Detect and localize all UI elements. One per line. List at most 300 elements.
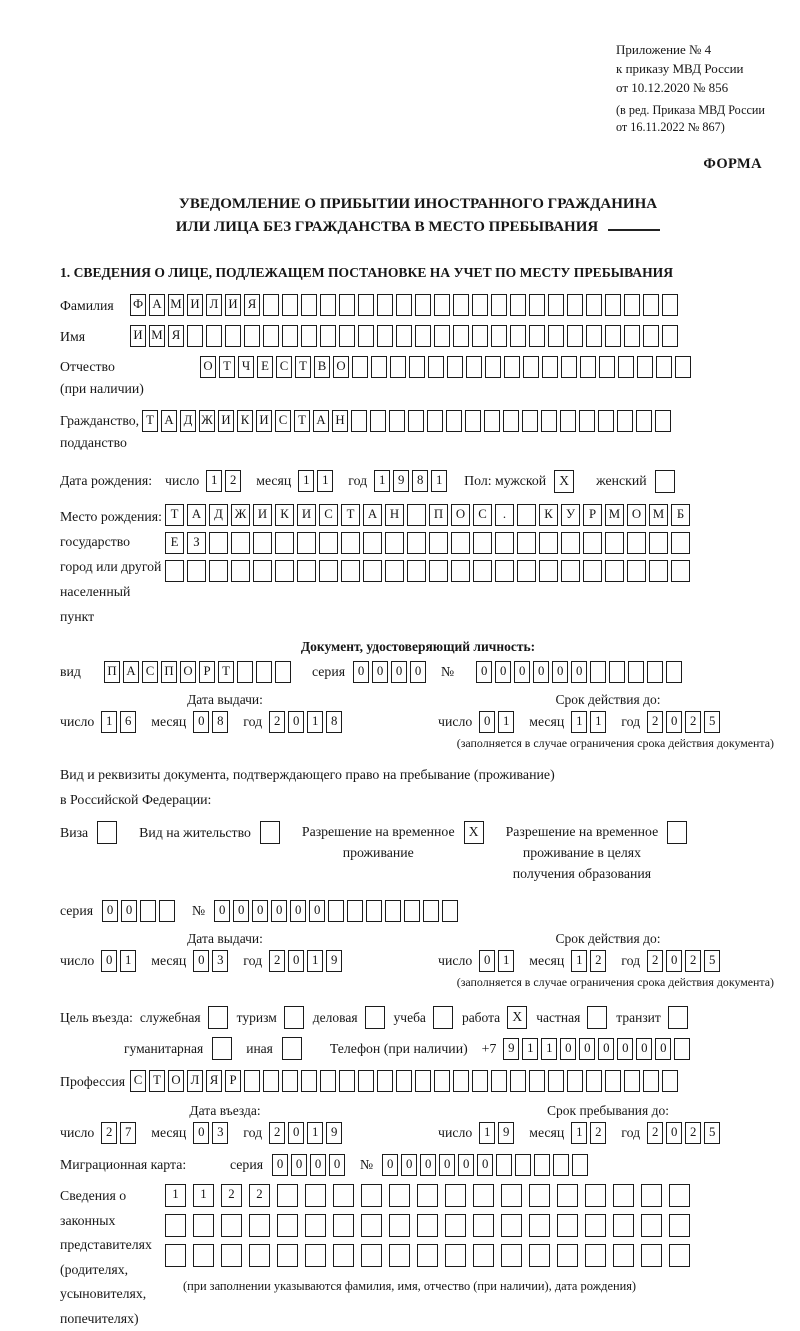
char-cell[interactable] bbox=[557, 1184, 578, 1207]
char-cell[interactable] bbox=[341, 560, 360, 582]
char-cell[interactable] bbox=[305, 1214, 326, 1237]
char-cell[interactable]: 5 bbox=[704, 950, 720, 972]
char-cell[interactable] bbox=[339, 1070, 355, 1092]
char-cell[interactable]: Д bbox=[209, 504, 228, 526]
char-cell[interactable] bbox=[328, 900, 344, 922]
char-cell[interactable]: 0 bbox=[666, 950, 682, 972]
char-cell[interactable]: Я bbox=[244, 294, 260, 316]
char-cell[interactable] bbox=[193, 1214, 214, 1237]
char-cell[interactable]: 2 bbox=[647, 950, 663, 972]
temp-residence-checkbox[interactable]: X bbox=[464, 821, 484, 844]
char-cell[interactable] bbox=[557, 1214, 578, 1237]
char-cell[interactable] bbox=[557, 1244, 578, 1267]
char-cell[interactable] bbox=[352, 356, 368, 378]
char-cell[interactable] bbox=[301, 325, 317, 347]
char-cell[interactable]: 2 bbox=[101, 1122, 117, 1144]
char-cell[interactable]: 1 bbox=[571, 950, 587, 972]
char-cell[interactable] bbox=[415, 294, 431, 316]
char-cell[interactable] bbox=[415, 1070, 431, 1092]
char-cell[interactable]: С bbox=[130, 1070, 146, 1092]
char-cell[interactable]: 8 bbox=[326, 711, 342, 733]
char-cell[interactable]: 0 bbox=[252, 900, 268, 922]
char-cell[interactable] bbox=[491, 325, 507, 347]
char-cell[interactable]: 1 bbox=[193, 1184, 214, 1207]
char-cell[interactable] bbox=[472, 1070, 488, 1092]
char-cell[interactable] bbox=[472, 294, 488, 316]
char-cell[interactable] bbox=[643, 325, 659, 347]
char-cell[interactable] bbox=[453, 325, 469, 347]
char-cell[interactable]: И bbox=[253, 504, 272, 526]
char-cell[interactable] bbox=[451, 532, 470, 554]
char-cell[interactable]: 1 bbox=[498, 950, 514, 972]
char-cell[interactable]: 0 bbox=[288, 711, 304, 733]
char-cell[interactable] bbox=[206, 325, 222, 347]
char-cell[interactable]: 1 bbox=[498, 711, 514, 733]
char-cell[interactable]: А bbox=[313, 410, 329, 432]
char-cell[interactable] bbox=[583, 532, 602, 554]
char-cell[interactable] bbox=[221, 1244, 242, 1267]
char-cell[interactable] bbox=[466, 356, 482, 378]
char-cell[interactable]: И bbox=[187, 294, 203, 316]
char-cell[interactable]: Ж bbox=[199, 410, 215, 432]
char-cell[interactable]: 5 bbox=[704, 711, 720, 733]
char-cell[interactable]: 1 bbox=[120, 950, 136, 972]
char-cell[interactable] bbox=[495, 532, 514, 554]
char-cell[interactable] bbox=[671, 560, 690, 582]
char-cell[interactable] bbox=[662, 294, 678, 316]
purpose-study-checkbox[interactable] bbox=[433, 1006, 453, 1029]
char-cell[interactable] bbox=[333, 1244, 354, 1267]
char-cell[interactable] bbox=[193, 1244, 214, 1267]
char-cell[interactable] bbox=[305, 1184, 326, 1207]
char-cell[interactable]: 0 bbox=[272, 1154, 288, 1176]
char-cell[interactable] bbox=[501, 1244, 522, 1267]
char-cell[interactable] bbox=[319, 532, 338, 554]
char-cell[interactable] bbox=[275, 661, 291, 683]
char-cell[interactable]: 1 bbox=[307, 950, 323, 972]
char-cell[interactable] bbox=[221, 1214, 242, 1237]
char-cell[interactable] bbox=[320, 1070, 336, 1092]
char-cell[interactable]: О bbox=[333, 356, 349, 378]
char-cell[interactable]: 9 bbox=[326, 1122, 342, 1144]
char-cell[interactable] bbox=[275, 560, 294, 582]
char-cell[interactable] bbox=[495, 560, 514, 582]
char-cell[interactable] bbox=[363, 532, 382, 554]
char-cell[interactable] bbox=[297, 560, 316, 582]
char-cell[interactable]: О bbox=[627, 504, 646, 526]
char-cell[interactable]: 0 bbox=[617, 1038, 633, 1060]
char-cell[interactable]: О bbox=[200, 356, 216, 378]
char-cell[interactable] bbox=[396, 325, 412, 347]
char-cell[interactable]: 0 bbox=[666, 711, 682, 733]
purpose-work-checkbox[interactable]: X bbox=[507, 1006, 527, 1029]
char-cell[interactable] bbox=[666, 661, 682, 683]
char-cell[interactable] bbox=[656, 356, 672, 378]
char-cell[interactable] bbox=[377, 294, 393, 316]
char-cell[interactable]: 0 bbox=[571, 661, 587, 683]
char-cell[interactable] bbox=[485, 356, 501, 378]
char-cell[interactable] bbox=[553, 1154, 569, 1176]
char-cell[interactable] bbox=[429, 532, 448, 554]
char-cell[interactable]: 1 bbox=[479, 1122, 495, 1144]
char-cell[interactable]: 9 bbox=[503, 1038, 519, 1060]
char-cell[interactable]: Ж bbox=[231, 504, 250, 526]
temp-residence-education-checkbox[interactable] bbox=[667, 821, 687, 844]
char-cell[interactable] bbox=[187, 560, 206, 582]
char-cell[interactable]: Т bbox=[219, 356, 235, 378]
char-cell[interactable]: . bbox=[495, 504, 514, 526]
sex-male-checkbox[interactable]: X bbox=[554, 470, 574, 493]
char-cell[interactable] bbox=[627, 532, 646, 554]
char-cell[interactable]: 0 bbox=[291, 1154, 307, 1176]
char-cell[interactable]: 9 bbox=[498, 1122, 514, 1144]
char-cell[interactable]: У bbox=[561, 504, 580, 526]
char-cell[interactable] bbox=[389, 1184, 410, 1207]
char-cell[interactable] bbox=[396, 1070, 412, 1092]
char-cell[interactable]: И bbox=[218, 410, 234, 432]
char-cell[interactable] bbox=[417, 1244, 438, 1267]
char-cell[interactable]: 0 bbox=[410, 661, 426, 683]
char-cell[interactable]: 0 bbox=[309, 900, 325, 922]
char-cell[interactable] bbox=[579, 410, 595, 432]
char-cell[interactable]: 2 bbox=[590, 950, 606, 972]
char-cell[interactable] bbox=[366, 900, 382, 922]
char-cell[interactable] bbox=[669, 1184, 690, 1207]
char-cell[interactable] bbox=[442, 900, 458, 922]
char-cell[interactable]: М bbox=[605, 504, 624, 526]
char-cell[interactable]: 0 bbox=[476, 661, 492, 683]
char-cell[interactable] bbox=[529, 294, 545, 316]
char-cell[interactable]: К bbox=[539, 504, 558, 526]
char-cell[interactable] bbox=[539, 532, 558, 554]
purpose-other-checkbox[interactable] bbox=[282, 1037, 302, 1060]
char-cell[interactable] bbox=[263, 1070, 279, 1092]
char-cell[interactable] bbox=[605, 294, 621, 316]
char-cell[interactable]: М bbox=[649, 504, 668, 526]
char-cell[interactable]: 9 bbox=[326, 950, 342, 972]
purpose-transit-checkbox[interactable] bbox=[668, 1006, 688, 1029]
char-cell[interactable] bbox=[541, 410, 557, 432]
char-cell[interactable]: 0 bbox=[391, 661, 407, 683]
char-cell[interactable] bbox=[249, 1244, 270, 1267]
char-cell[interactable] bbox=[301, 1070, 317, 1092]
char-cell[interactable]: 0 bbox=[382, 1154, 398, 1176]
purpose-humanitarian-checkbox[interactable] bbox=[212, 1037, 232, 1060]
char-cell[interactable] bbox=[618, 356, 634, 378]
char-cell[interactable] bbox=[496, 1154, 512, 1176]
char-cell[interactable]: 1 bbox=[522, 1038, 538, 1060]
char-cell[interactable] bbox=[187, 325, 203, 347]
char-cell[interactable] bbox=[542, 356, 558, 378]
char-cell[interactable] bbox=[385, 532, 404, 554]
char-cell[interactable] bbox=[297, 532, 316, 554]
char-cell[interactable] bbox=[301, 294, 317, 316]
char-cell[interactable] bbox=[503, 410, 519, 432]
char-cell[interactable]: О bbox=[180, 661, 196, 683]
char-cell[interactable] bbox=[465, 410, 481, 432]
char-cell[interactable]: 0 bbox=[477, 1154, 493, 1176]
char-cell[interactable]: О bbox=[451, 504, 470, 526]
char-cell[interactable] bbox=[389, 1214, 410, 1237]
char-cell[interactable]: 0 bbox=[401, 1154, 417, 1176]
char-cell[interactable]: 2 bbox=[269, 1122, 285, 1144]
char-cell[interactable] bbox=[282, 325, 298, 347]
char-cell[interactable] bbox=[320, 294, 336, 316]
char-cell[interactable] bbox=[231, 532, 250, 554]
char-cell[interactable]: 7 bbox=[120, 1122, 136, 1144]
char-cell[interactable] bbox=[445, 1184, 466, 1207]
char-cell[interactable]: Я bbox=[206, 1070, 222, 1092]
char-cell[interactable] bbox=[445, 1214, 466, 1237]
char-cell[interactable]: 0 bbox=[666, 1122, 682, 1144]
char-cell[interactable] bbox=[510, 1070, 526, 1092]
char-cell[interactable] bbox=[244, 1070, 260, 1092]
char-cell[interactable]: 2 bbox=[221, 1184, 242, 1207]
char-cell[interactable]: Т bbox=[165, 504, 184, 526]
char-cell[interactable] bbox=[517, 560, 536, 582]
char-cell[interactable] bbox=[263, 325, 279, 347]
char-cell[interactable] bbox=[529, 1214, 550, 1237]
char-cell[interactable] bbox=[647, 661, 663, 683]
char-cell[interactable]: 0 bbox=[214, 900, 230, 922]
char-cell[interactable] bbox=[517, 504, 536, 526]
char-cell[interactable] bbox=[408, 410, 424, 432]
char-cell[interactable] bbox=[339, 325, 355, 347]
char-cell[interactable] bbox=[404, 900, 420, 922]
char-cell[interactable] bbox=[339, 294, 355, 316]
char-cell[interactable]: И bbox=[256, 410, 272, 432]
char-cell[interactable]: 0 bbox=[310, 1154, 326, 1176]
char-cell[interactable]: 2 bbox=[269, 711, 285, 733]
char-cell[interactable] bbox=[613, 1184, 634, 1207]
char-cell[interactable]: 2 bbox=[269, 950, 285, 972]
char-cell[interactable] bbox=[522, 410, 538, 432]
char-cell[interactable]: Н bbox=[385, 504, 404, 526]
char-cell[interactable] bbox=[605, 325, 621, 347]
char-cell[interactable] bbox=[501, 1184, 522, 1207]
char-cell[interactable] bbox=[472, 325, 488, 347]
char-cell[interactable] bbox=[504, 356, 520, 378]
char-cell[interactable]: 0 bbox=[579, 1038, 595, 1060]
char-cell[interactable]: К bbox=[275, 504, 294, 526]
char-cell[interactable] bbox=[361, 1244, 382, 1267]
char-cell[interactable] bbox=[320, 325, 336, 347]
char-cell[interactable]: Ф bbox=[130, 294, 146, 316]
char-cell[interactable]: 1 bbox=[206, 470, 222, 492]
char-cell[interactable] bbox=[351, 410, 367, 432]
char-cell[interactable] bbox=[669, 1214, 690, 1237]
char-cell[interactable] bbox=[358, 1070, 374, 1092]
char-cell[interactable]: 2 bbox=[685, 711, 701, 733]
char-cell[interactable]: Т bbox=[218, 661, 234, 683]
char-cell[interactable] bbox=[333, 1184, 354, 1207]
char-cell[interactable]: 0 bbox=[636, 1038, 652, 1060]
char-cell[interactable] bbox=[237, 661, 253, 683]
char-cell[interactable]: Т bbox=[295, 356, 311, 378]
char-cell[interactable]: 1 bbox=[307, 711, 323, 733]
char-cell[interactable] bbox=[529, 325, 545, 347]
char-cell[interactable] bbox=[491, 294, 507, 316]
char-cell[interactable]: 9 bbox=[393, 470, 409, 492]
char-cell[interactable]: Д bbox=[180, 410, 196, 432]
char-cell[interactable] bbox=[674, 1038, 690, 1060]
char-cell[interactable] bbox=[389, 410, 405, 432]
char-cell[interactable]: К bbox=[237, 410, 253, 432]
char-cell[interactable]: 0 bbox=[290, 900, 306, 922]
char-cell[interactable] bbox=[561, 532, 580, 554]
char-cell[interactable] bbox=[385, 900, 401, 922]
char-cell[interactable]: 0 bbox=[329, 1154, 345, 1176]
char-cell[interactable]: Т bbox=[294, 410, 310, 432]
char-cell[interactable] bbox=[561, 560, 580, 582]
char-cell[interactable]: 1 bbox=[374, 470, 390, 492]
char-cell[interactable] bbox=[649, 532, 668, 554]
char-cell[interactable]: И bbox=[297, 504, 316, 526]
char-cell[interactable] bbox=[671, 532, 690, 554]
char-cell[interactable]: 1 bbox=[298, 470, 314, 492]
purpose-official-checkbox[interactable] bbox=[208, 1006, 228, 1029]
char-cell[interactable]: 8 bbox=[212, 711, 228, 733]
char-cell[interactable] bbox=[517, 532, 536, 554]
char-cell[interactable]: А bbox=[123, 661, 139, 683]
char-cell[interactable]: 0 bbox=[193, 711, 209, 733]
char-cell[interactable]: 0 bbox=[288, 950, 304, 972]
char-cell[interactable] bbox=[319, 560, 338, 582]
char-cell[interactable] bbox=[637, 356, 653, 378]
char-cell[interactable]: А bbox=[363, 504, 382, 526]
char-cell[interactable]: П bbox=[161, 661, 177, 683]
char-cell[interactable] bbox=[662, 325, 678, 347]
char-cell[interactable]: С bbox=[142, 661, 158, 683]
char-cell[interactable] bbox=[624, 325, 640, 347]
char-cell[interactable] bbox=[361, 1184, 382, 1207]
char-cell[interactable] bbox=[446, 410, 462, 432]
char-cell[interactable] bbox=[453, 294, 469, 316]
char-cell[interactable] bbox=[434, 325, 450, 347]
char-cell[interactable] bbox=[510, 294, 526, 316]
char-cell[interactable]: А bbox=[149, 294, 165, 316]
char-cell[interactable] bbox=[358, 294, 374, 316]
char-cell[interactable] bbox=[361, 1214, 382, 1237]
char-cell[interactable] bbox=[423, 900, 439, 922]
char-cell[interactable]: 1 bbox=[101, 711, 117, 733]
char-cell[interactable]: 1 bbox=[590, 711, 606, 733]
char-cell[interactable] bbox=[358, 325, 374, 347]
char-cell[interactable] bbox=[209, 532, 228, 554]
char-cell[interactable] bbox=[675, 356, 691, 378]
char-cell[interactable] bbox=[407, 504, 426, 526]
char-cell[interactable] bbox=[427, 410, 443, 432]
char-cell[interactable] bbox=[263, 294, 279, 316]
char-cell[interactable]: Ч bbox=[238, 356, 254, 378]
char-cell[interactable] bbox=[669, 1244, 690, 1267]
char-cell[interactable]: П bbox=[429, 504, 448, 526]
char-cell[interactable] bbox=[636, 410, 652, 432]
char-cell[interactable]: С bbox=[276, 356, 292, 378]
char-cell[interactable] bbox=[599, 356, 615, 378]
char-cell[interactable]: 1 bbox=[571, 1122, 587, 1144]
purpose-tourism-checkbox[interactable] bbox=[284, 1006, 304, 1029]
char-cell[interactable]: 3 bbox=[212, 950, 228, 972]
char-cell[interactable] bbox=[585, 1184, 606, 1207]
char-cell[interactable] bbox=[529, 1244, 550, 1267]
char-cell[interactable] bbox=[377, 325, 393, 347]
char-cell[interactable] bbox=[347, 900, 363, 922]
char-cell[interactable]: 0 bbox=[514, 661, 530, 683]
char-cell[interactable] bbox=[396, 294, 412, 316]
char-cell[interactable] bbox=[428, 356, 444, 378]
char-cell[interactable]: Р bbox=[583, 504, 602, 526]
char-cell[interactable]: 1 bbox=[571, 711, 587, 733]
char-cell[interactable]: М bbox=[168, 294, 184, 316]
purpose-private-checkbox[interactable] bbox=[587, 1006, 607, 1029]
char-cell[interactable] bbox=[641, 1184, 662, 1207]
char-cell[interactable] bbox=[429, 560, 448, 582]
char-cell[interactable]: А bbox=[187, 504, 206, 526]
char-cell[interactable]: И bbox=[225, 294, 241, 316]
char-cell[interactable] bbox=[407, 532, 426, 554]
char-cell[interactable]: И bbox=[130, 325, 146, 347]
char-cell[interactable]: 0 bbox=[420, 1154, 436, 1176]
char-cell[interactable]: 5 bbox=[704, 1122, 720, 1144]
char-cell[interactable]: 0 bbox=[193, 950, 209, 972]
char-cell[interactable] bbox=[409, 356, 425, 378]
char-cell[interactable]: 0 bbox=[121, 900, 137, 922]
char-cell[interactable] bbox=[586, 294, 602, 316]
char-cell[interactable] bbox=[605, 532, 624, 554]
char-cell[interactable] bbox=[580, 356, 596, 378]
char-cell[interactable] bbox=[385, 560, 404, 582]
char-cell[interactable]: 2 bbox=[225, 470, 241, 492]
char-cell[interactable]: 1 bbox=[317, 470, 333, 492]
char-cell[interactable] bbox=[165, 1214, 186, 1237]
purpose-business-checkbox[interactable] bbox=[365, 1006, 385, 1029]
char-cell[interactable] bbox=[244, 325, 260, 347]
residence-permit-checkbox[interactable] bbox=[260, 821, 280, 844]
char-cell[interactable]: 0 bbox=[193, 1122, 209, 1144]
char-cell[interactable] bbox=[560, 410, 576, 432]
char-cell[interactable] bbox=[341, 532, 360, 554]
char-cell[interactable]: С bbox=[275, 410, 291, 432]
char-cell[interactable] bbox=[641, 1244, 662, 1267]
char-cell[interactable] bbox=[539, 560, 558, 582]
char-cell[interactable]: 0 bbox=[552, 661, 568, 683]
char-cell[interactable] bbox=[627, 560, 646, 582]
char-cell[interactable]: 0 bbox=[439, 1154, 455, 1176]
char-cell[interactable] bbox=[415, 325, 431, 347]
char-cell[interactable] bbox=[277, 1214, 298, 1237]
char-cell[interactable]: Р bbox=[199, 661, 215, 683]
char-cell[interactable] bbox=[333, 1214, 354, 1237]
char-cell[interactable] bbox=[377, 1070, 393, 1092]
char-cell[interactable] bbox=[390, 356, 406, 378]
char-cell[interactable] bbox=[159, 900, 175, 922]
char-cell[interactable]: 1 bbox=[541, 1038, 557, 1060]
char-cell[interactable] bbox=[282, 294, 298, 316]
char-cell[interactable] bbox=[209, 560, 228, 582]
char-cell[interactable] bbox=[548, 325, 564, 347]
char-cell[interactable]: 3 bbox=[212, 1122, 228, 1144]
sex-female-checkbox[interactable] bbox=[655, 470, 675, 493]
char-cell[interactable]: С bbox=[319, 504, 338, 526]
char-cell[interactable]: 1 bbox=[307, 1122, 323, 1144]
char-cell[interactable] bbox=[140, 900, 156, 922]
char-cell[interactable] bbox=[529, 1070, 545, 1092]
char-cell[interactable] bbox=[586, 325, 602, 347]
char-cell[interactable] bbox=[451, 560, 470, 582]
char-cell[interactable] bbox=[567, 325, 583, 347]
char-cell[interactable]: 0 bbox=[479, 950, 495, 972]
